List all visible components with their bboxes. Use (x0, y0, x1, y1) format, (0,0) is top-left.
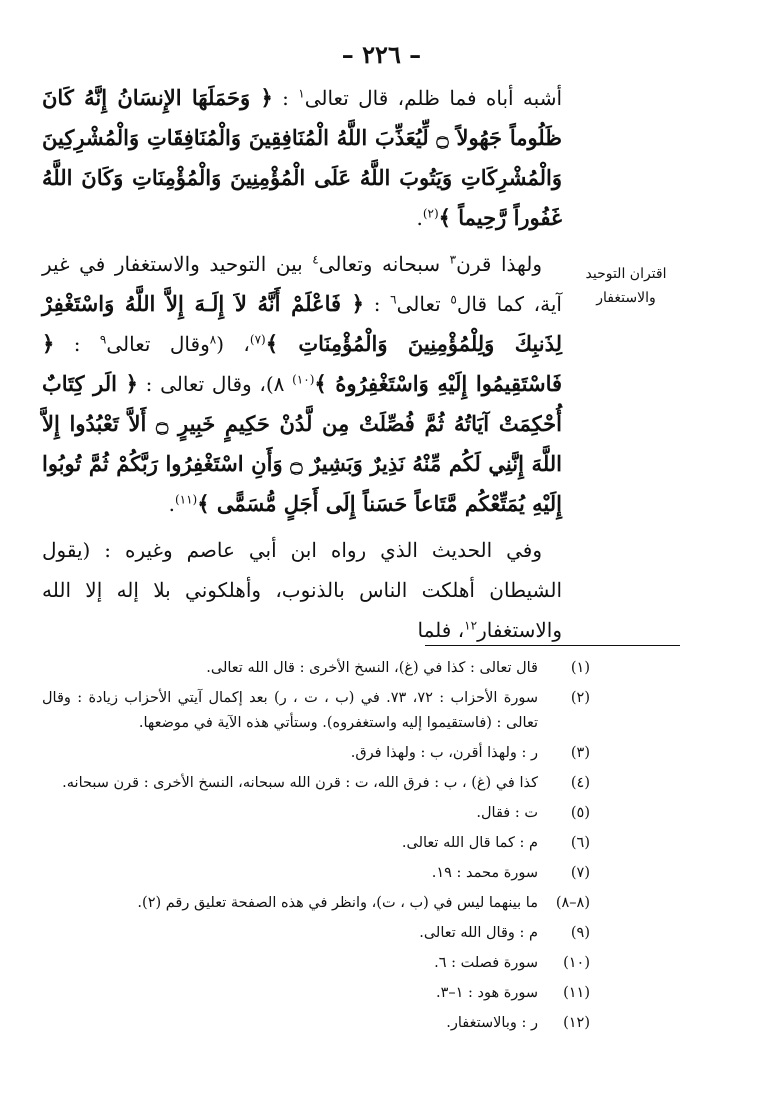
footnote-text: ما بينهما ليس في (ب ، ت)، وانظر في هذه الصفحة تعليق رقم (٢). (137, 895, 538, 911)
footnote-number: (١) (570, 660, 590, 676)
footnote-number: (٧) (570, 865, 590, 881)
text-run: ٨)، وقال تعالى : (137, 372, 293, 396)
footnote-ref: (١١) (174, 492, 198, 507)
footnote-ref: ٣ (449, 252, 457, 267)
footnote-ref: (٧) (249, 332, 266, 347)
footnote-text: سورة فصلت : ٦. (434, 955, 538, 971)
footnote-number: (٥) (570, 805, 590, 821)
text-run: تعالى (396, 292, 451, 316)
footnote-item (42, 831, 590, 856)
text-run: ولهذا قرن (456, 252, 542, 276)
quran-verse: ﴿ فَاعْلَمْ أَنَّهُ لاَ إِلَـهَ إِلاَّ اللَّهُ وَاسْتَغْفِرْ لِذَنبِكَ وَلِلْمُؤْمِنِينَ وَالْمُؤْمِنَاتِ ﴾ (42, 291, 562, 356)
footnote-text: سورة محمد : ١٩. (431, 865, 538, 881)
text-run: : (272, 86, 299, 110)
footnote-item (42, 771, 590, 796)
text-run: ، فلما (417, 618, 465, 642)
footnote-item (42, 861, 590, 886)
footnote-text: م : كما قال الله تعالى. (401, 835, 538, 851)
margin-note: اقتران التوحيد والاستغفار (585, 266, 667, 306)
footnote-item (42, 981, 590, 1006)
text-run: وفي الحديث الذي رواه ابن أبي عاصم وغيره : (يقول الشيطان أهلكت الناس بالذنوب، وأهلكوني بلا إله إلا الله والاستغفار (42, 538, 562, 642)
footnote-ref: ٦ (390, 292, 397, 307)
footnote-number: (٩) (570, 925, 590, 941)
paragraph-3 (42, 530, 562, 650)
footnote-text: ر : وبالاستغفار. (446, 1015, 538, 1031)
footnote-text: ت : فقال. (476, 805, 538, 821)
text-run: سبحانه وتعالى (318, 252, 450, 276)
text-run: : (363, 292, 391, 316)
footnote-ref: ٩ (99, 332, 107, 347)
paragraph-2 (42, 244, 562, 524)
footnote-ref: ٨ (209, 332, 217, 347)
footnote-item (42, 921, 590, 946)
footnote-number: (٨–٨) (555, 895, 590, 911)
footnote-item (42, 656, 590, 681)
footnote-text: م : وقال الله تعالى. (419, 925, 538, 941)
footnote-item (42, 1011, 590, 1036)
footnote-text: كذا في (غ) ، ب : فرق الله، ت : قرن الله سبحانه، النسخ الأخرى : قرن سبحانه. (62, 775, 538, 791)
footnote-number: (١٠) (563, 955, 590, 971)
quran-verse: ﴿ وَحَمَلَهَا الإِنسَانُ إِنَّهُ كَانَ ظَلُوماً جَهُولاً ۝ لِّيُعَذِّبَ اللَّهُ الْمُنَافِقِينَ وَالْمُنَافِقَاتِ وَالْمُشْرِكِينَ وَالْمُشْرِكَاتِ وَيَتُوبَ اللَّهُ عَلَى الْمُؤْمِنِينَ وَالْمُؤْمِنَاتِ وَكَانَ اللَّهُ غَفُوراً رَّحِيماً ﴾ (42, 85, 562, 230)
text-run: بين التوحيد والاستغفار في غير آية، كما قال (42, 252, 562, 316)
page-number: – ٢٢٦ – (341, 40, 422, 69)
footnote-text: قال تعالى : كذا في (غ)، النسخ الأخرى : قال الله تعالى. (206, 660, 538, 676)
footnote-item (42, 891, 590, 916)
footnote-number: (١٢) (563, 1015, 590, 1031)
footnotes (42, 656, 590, 1041)
footnote-item (42, 801, 590, 826)
footnote-number: (١١) (563, 985, 590, 1001)
main-text (42, 78, 562, 656)
footnote-text: ر : ولهذا أقرن، ب : ولهذا فرق. (350, 745, 538, 761)
quran-verse: ﴿ الَر كِتَابٌ أُحْكِمَتْ آيَاتُهُ ثُمَّ فُصِّلَتْ مِن لَّدُنْ حَكِيمٍ خَبِيرٍ ۝ أَلاَّ تَعْبُدُوا إِلاَّ اللَّهَ إِنَّنِي لَكُم مِّنْهُ نَذِيرٌ وَبَشِيرٌ ۝ وَأَنِ اسْتَغْفِرُوا رَبَّكُمْ ثُمَّ تُوبُوا إِلَيْهِ يُمَتِّعْكُم مَّتَاعاً حَسَناً إِلَى أَجَلٍ مُّسَمًّى ﴾ (42, 371, 563, 516)
footnote-ref: ١ (298, 86, 305, 101)
text-run: وقال تعالى (106, 332, 210, 356)
text-run: . (416, 206, 423, 230)
footnote-text: سورة الأحزاب : ٧٢، ٧٣. في (ب ، ت ، ر) بعد إكمال آيتي الأحزاب زيادة : وقال تعالى : (فاستقيموا إليه واستغفروه). وستأتي هذه الآية في موضعها. (42, 690, 538, 731)
footnote-divider (425, 645, 680, 646)
footnote-item (42, 741, 590, 766)
footnote-number: (٢) (570, 690, 590, 706)
footnote-ref: ١٢ (464, 618, 478, 633)
footnote-ref: ٥ (450, 292, 457, 307)
quran-verse: ﴿ فَاسْتَقِيمُوا إِلَيْهِ وَاسْتَغْفِرُوهُ ﴾ (42, 331, 563, 396)
text-run: أشبه أباه فما ظلم، قال تعالى (304, 86, 563, 110)
footnote-text: سورة هود : ١–٣. (436, 985, 538, 1001)
text-run: . (168, 492, 175, 516)
footnote-number: (٤) (570, 775, 590, 791)
text-run: ، ( (216, 332, 250, 356)
footnote-number: (٦) (570, 835, 590, 851)
footnote-number: (٣) (570, 745, 590, 761)
text-run: : (54, 332, 100, 356)
footnote-ref: ٤ (312, 252, 319, 267)
footnote-item (42, 686, 590, 736)
footnote-item (42, 951, 590, 976)
footnote-ref: (١٠) (292, 372, 315, 387)
paragraph-1 (42, 78, 562, 238)
footnote-ref: (٢) (422, 206, 439, 221)
